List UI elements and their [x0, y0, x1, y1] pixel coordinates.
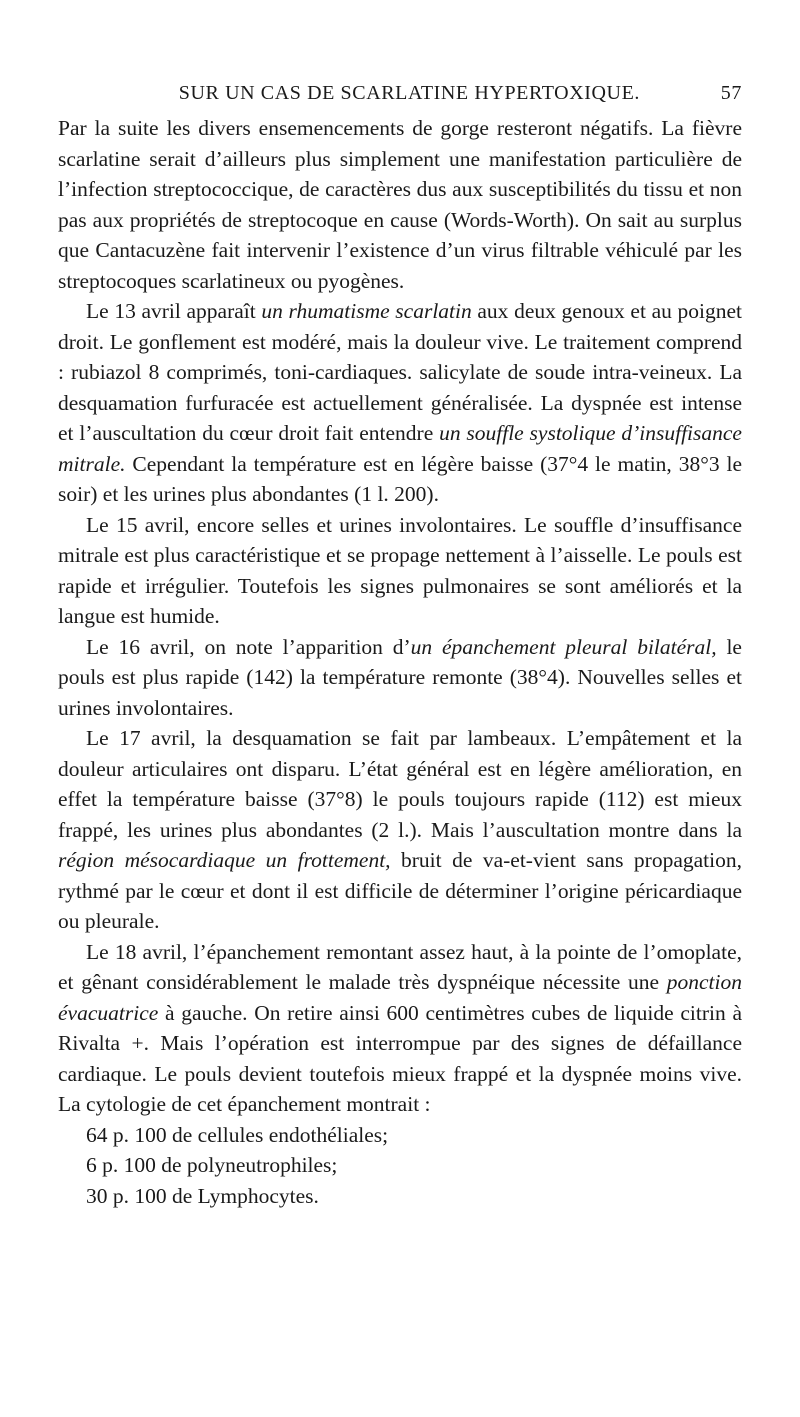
- body-text: [58, 113, 742, 1120]
- italic-text: ponction évacuatrice: [58, 970, 742, 1025]
- italic-text: un épanchement pleural bilatéral,: [410, 634, 717, 659]
- text-segment: Le 13 avril apparaît: [86, 299, 262, 323]
- text-segment: bruit de va-et-vient sans propagation, rythmé par le cœur et dont il est difficile de déterminer l’origine péricardiaque ou pleurale.: [58, 848, 742, 933]
- list-item: 30 p. 100 de Lymphocytes.: [86, 1183, 319, 1208]
- text-segment: Le 17 avril, la desquamation se fait par lambeaux. L’empâtement et la douleur articulaires ont disparu. L’état général est en légère amélioration, en effet la température baisse (37°8) le pouls toujours rapide (112) est mieux frappé, les urines plus abondantes (2 l.). Mais l’auscultation montre dans la: [58, 726, 742, 842]
- text-segment: aux deux genoux et au poignet droit. Le gonflement est modéré, mais la douleur vive. Le traitement comprend : rubiazol 8 comprimés, toni-cardiaques. salicylate de soude intra-veineux. La desquamation furfuracée est actuellement généralisée. La dyspnée est intense et l’auscultation du cœur droit fait entendre: [58, 299, 743, 445]
- cytology-list: [58, 1120, 742, 1212]
- text-segment: Le 15 avril, encore selles et urines involontaires. Le souffle d’insuffisance mitrale est plus caractéristique et se propage nettement à l’aisselle. Le pouls est rapide et irrégulier. Toutefois les signes pulmonaires se sont améliorés et la langue est humide.: [58, 512, 742, 628]
- text-segment: le pouls est plus rapide (142) la température remonte (38°4). Nouvelles selles et urines involontaires.: [58, 634, 742, 720]
- paragraph: [58, 510, 742, 632]
- text-segment: Le 18 avril, l’épanchement remontant assez haut, à la pointe de l’omoplate, et gênant considérablement le malade très dyspnéique nécessite une: [58, 939, 742, 994]
- running-header: [58, 82, 742, 105]
- text-segment: Le 16 avril, on note l’apparition d’: [86, 634, 411, 659]
- page-number: 57: [720, 82, 742, 104]
- text-segment: Cependant la température est en légère baisse (37°4 le matin, 38°3 le soir) et les urines plus abondantes (1 l. 200).: [58, 451, 742, 506]
- text-segment: à gauche. On retire ainsi 600 centimètres cubes de liquide citrin à Rivalta +. Mais l’opération est interrompue par des signes de défaillance cardiaque. Le pouls devient toutefois mieux frappé et la dyspnée moins vive. La cytologie de cet épanchement montrait :: [58, 1000, 742, 1116]
- paragraph: [58, 723, 742, 937]
- italic-text: région mésocardiaque un frottement,: [58, 848, 391, 872]
- paragraph: [58, 632, 742, 724]
- text-segment: Par la suite les divers ensemencements de gorge resteront négatifs. La fièvre scarlatine serait d’ailleurs plus simplement une manifestation particulière de l’infection streptococcique, de caractères dus aux susceptibilités du tissu et non pas aux propriétés de streptocoque en cause (Words-Worth). On sait au surplus que Cantacuzène fait intervenir l’existence d’un virus filtrable véhiculé par les streptocoques scarlatineux ou pyogènes.: [58, 116, 742, 293]
- document-page: [58, 82, 742, 1211]
- paragraph: [58, 296, 742, 510]
- paragraph: [58, 113, 742, 296]
- list-item: 64 p. 100 de cellules endothéliales;: [86, 1122, 389, 1147]
- italic-text: un rhumatisme scarlatin: [261, 299, 472, 323]
- italic-text: un souffle systolique d’insuffisance mitrale.: [58, 421, 742, 476]
- running-title: SUR UN CAS DE SCARLATINE HYPERTOXIQUE.: [178, 82, 641, 104]
- list-item: 6 p. 100 de polyneutrophiles;: [86, 1153, 338, 1177]
- paragraph: [58, 937, 742, 1120]
